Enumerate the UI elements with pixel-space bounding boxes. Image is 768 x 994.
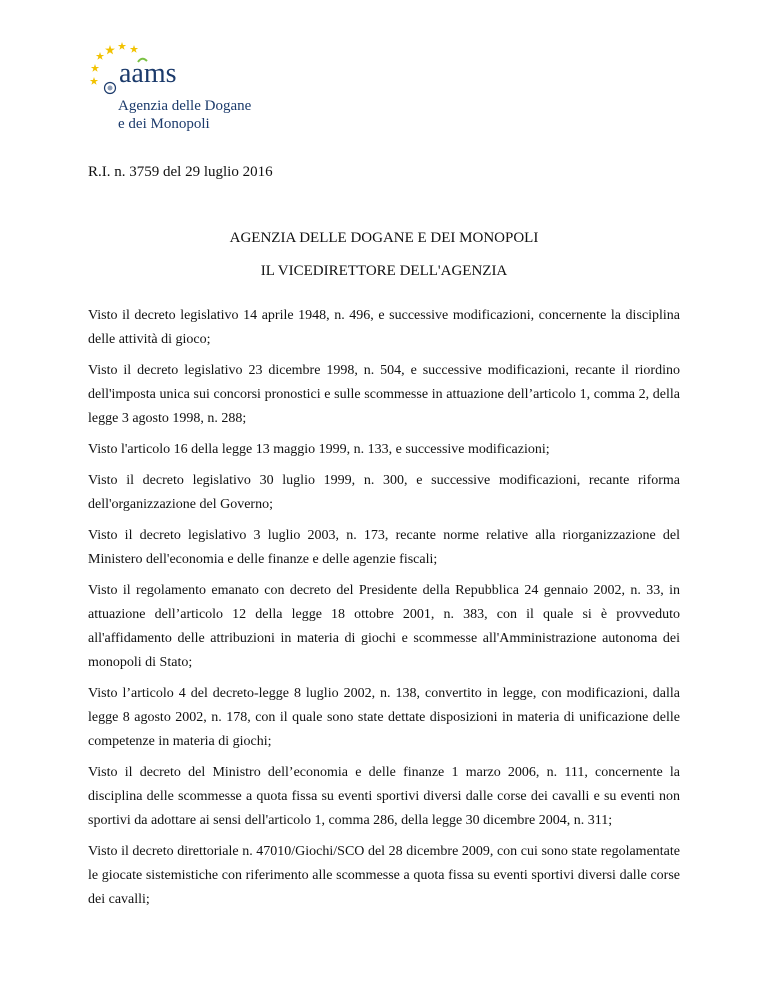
logo-line-1: Agenzia delle Dogane <box>118 98 252 114</box>
paragraph: Visto il decreto legislativo 23 dicembre 1998, n. 504, e successive modificazioni, recante il riordino dell'imposta unica sui concorsi pronostici e sulle scommesse in attuazione dell’articolo 1, comma 2, della legge 3 agosto 1998, n. 288; <box>88 363 680 426</box>
document-reference: R.I. n. 3759 del 29 luglio 2016 <box>88 164 273 180</box>
document-body <box>88 304 680 919</box>
logo-brand-text: aams <box>119 58 177 89</box>
paragraph: Visto il decreto legislativo 30 luglio 1999, n. 300, e successive modificazioni, recante riforma dell'organizzazione del Governo; <box>88 473 680 512</box>
logo-emblem <box>88 40 288 100</box>
paragraph: Visto il decreto legislativo 14 aprile 1948, n. 496, e successive modificazioni, concernente la disciplina delle attività di gioco; <box>88 308 680 347</box>
paragraph: Visto il regolamento emanato con decreto del Presidente della Repubblica 24 gennaio 2002, n. 33, in attuazione dell’articolo 12 della legge 18 ottobre 2001, n. 383, con il quale si è provveduto all'affidamento delle attribuzioni in materia di giochi e scommesse all'Amministrazione autonoma dei monopoli di Stato; <box>88 583 680 670</box>
paragraph: Visto l’articolo 4 del decreto-legge 8 luglio 2002, n. 138, convertito in legge, con modificazioni, dalla legge 8 agosto 2002, n. 178, con il quale sono state dettate disposizioni in materia di unificazione delle competenze in materia di giochi; <box>88 686 680 749</box>
logo-line-2: e dei Monopoli <box>118 116 210 132</box>
authority-heading: AGENZIA DELLE DOGANE E DEI MONOPOLI <box>229 230 539 246</box>
paragraph: Visto il decreto direttoriale n. 47010/Giochi/SCO del 28 dicembre 2009, con cui sono state regolamentate le giocate sistemistiche con riferimento alle scommesse a quota fissa su eventi sportivi diversi dalle corse dei cavalli; <box>88 844 680 907</box>
agency-logo <box>88 40 288 140</box>
paragraph: Visto il decreto legislativo 3 luglio 2003, n. 173, recante norme relative alla riorganizzazione del Ministero dell'economia e delle finanze e delle agenzie fiscali; <box>88 528 680 567</box>
paragraph: Visto il decreto del Ministro dell’economia e delle finanze 1 marzo 2006, n. 111, concernente la disciplina delle scommesse a quota fissa su eventi sportivi diversi dalle corse dei cavalli e su eventi non sportivi da adottare ai sensi dell'articolo 1, comma 286, della legge 30 dicembre 2004, n. 311; <box>88 765 680 828</box>
paragraph: Visto l'articolo 16 della legge 13 maggio 1999, n. 133, e successive modificazioni; <box>88 442 550 457</box>
role-heading: IL VICEDIRETTORE DELL'AGENZIA <box>260 263 508 279</box>
